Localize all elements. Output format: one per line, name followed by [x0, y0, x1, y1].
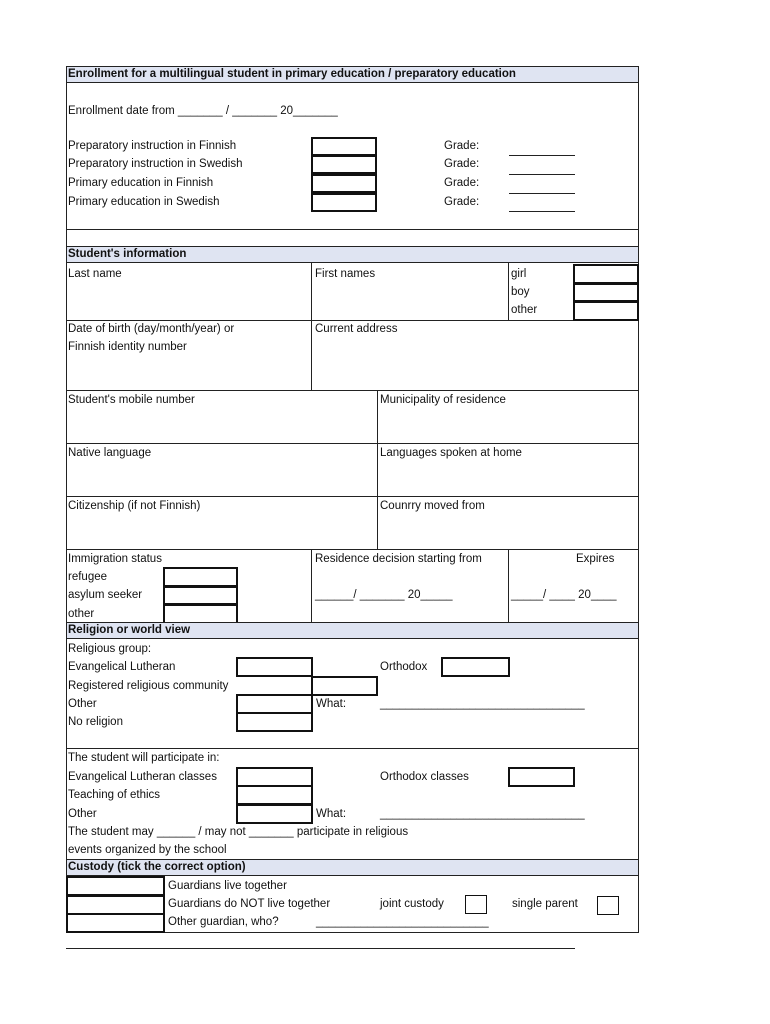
gender-girl-label: girl	[511, 268, 527, 280]
residence-decision-label: Residence decision starting from	[315, 553, 482, 565]
divider	[508, 263, 509, 320]
checkbox-participate-other[interactable]	[236, 804, 313, 824]
option-primary-swedish: Primary education in Swedish	[68, 196, 220, 208]
what-label: What:	[316, 698, 347, 710]
divider	[66, 390, 639, 391]
evangelical-classes-label: Evangelical Lutheran classes	[68, 771, 217, 783]
checkbox-guardians-together[interactable]	[66, 876, 165, 896]
divider	[311, 263, 312, 390]
ethics-label: Teaching of ethics	[68, 789, 161, 801]
grade-field[interactable]	[509, 193, 575, 194]
checkbox-other-guardian[interactable]	[66, 913, 165, 933]
evangelical-label: Evangelical Lutheran	[68, 661, 176, 673]
moved-from-label: Counrry moved from	[380, 500, 485, 512]
languages-home-label: Languages spoken at home	[380, 447, 522, 459]
expires-label: Expires	[576, 553, 615, 565]
divider	[508, 549, 509, 623]
last-name-label: Last name	[68, 268, 122, 280]
custody-title: Custody (tick the correct option)	[68, 861, 246, 873]
gender-other-label: other	[511, 304, 538, 316]
guardians-together-label: Guardians live together	[168, 880, 287, 892]
checkbox-single-parent[interactable]	[597, 896, 619, 915]
border-right	[638, 859, 639, 933]
checkbox-ethics[interactable]	[236, 785, 313, 805]
checkbox-orthodox[interactable]	[441, 657, 510, 677]
orthodox-classes-label: Orthodox classes	[380, 771, 469, 783]
divider	[377, 390, 378, 549]
municipality-label: Municipality of residence	[380, 394, 506, 406]
checkbox-other-gender[interactable]	[573, 301, 639, 321]
religious-group-label: Religious group:	[68, 643, 152, 655]
divider	[66, 496, 639, 497]
religion-other-label: Other	[68, 698, 97, 710]
border-left	[66, 246, 67, 624]
orthodox-label: Orthodox	[380, 661, 428, 673]
checkbox-primary-finnish[interactable]	[311, 174, 377, 193]
grade-label: Grade:	[444, 140, 480, 152]
other-guardian-field[interactable]: ___________________________	[316, 916, 489, 928]
checkbox-primary-swedish[interactable]	[311, 193, 377, 212]
participate-other-label: Other	[68, 808, 97, 820]
single-parent-label: single parent	[512, 898, 578, 910]
checkbox-refugee[interactable]	[163, 567, 238, 587]
divider	[66, 229, 639, 230]
immigration-status-label: Immigration status	[68, 553, 162, 565]
checkbox-girl[interactable]	[573, 264, 639, 284]
residence-date-field[interactable]: ______/ _______ 20_____	[315, 589, 453, 601]
dob-label-2: Finnish identity number	[68, 341, 187, 353]
what-field-2[interactable]: ________________________________	[380, 808, 585, 820]
gender-boy-label: boy	[511, 286, 530, 298]
events-line: events organized by the school	[68, 844, 227, 856]
guardians-not-together-label: Guardians do NOT live together	[168, 898, 331, 910]
student-title: Student's information	[68, 248, 187, 260]
checkbox-evangelical[interactable]	[236, 657, 313, 677]
native-language-label: Native language	[68, 447, 152, 459]
checkbox-orthodox-classes[interactable]	[508, 767, 575, 787]
dob-label: Date of birth (day/month/year) or	[68, 323, 235, 335]
checkbox-registered-community[interactable]	[311, 676, 378, 696]
border-left	[66, 622, 67, 859]
asylum-seeker-label: asylum seeker	[68, 589, 143, 601]
signature-line[interactable]	[66, 948, 575, 949]
checkbox-asylum-seeker[interactable]	[163, 586, 238, 605]
option-prep-swedish: Preparatory instruction in Swedish	[68, 158, 243, 170]
checkbox-evangelical-classes[interactable]	[236, 767, 313, 787]
joint-custody-label: joint custody	[380, 898, 444, 910]
divider	[66, 320, 639, 321]
what-label-2: What:	[316, 808, 347, 820]
checkbox-no-religion[interactable]	[236, 712, 313, 732]
enrollment-title: Enrollment for a multilingual student in primary education / preparatory education	[68, 68, 516, 80]
option-primary-finnish: Primary education in Finnish	[68, 177, 214, 189]
refugee-label: refugee	[68, 571, 108, 583]
checkbox-boy[interactable]	[573, 283, 639, 302]
grade-label: Grade:	[444, 177, 480, 189]
registered-community-label: Registered religious community	[68, 680, 229, 692]
grade-field[interactable]	[509, 174, 575, 175]
grade-field[interactable]	[509, 211, 575, 212]
may-participate-line[interactable]: The student may ______ / may not _______ participate in religious	[68, 826, 409, 838]
grade-label: Grade:	[444, 196, 480, 208]
participate-label: The student will participate in:	[68, 752, 220, 764]
divider	[66, 443, 639, 444]
border-left	[66, 66, 67, 246]
other-guardian-label: Other guardian, who?	[168, 916, 279, 928]
current-address-label: Current address	[315, 323, 398, 335]
checkbox-immigration-other[interactable]	[163, 604, 238, 624]
immigration-other-label: other	[68, 608, 95, 620]
checkbox-joint-custody[interactable]	[465, 895, 487, 914]
first-names-label: First names	[315, 268, 376, 280]
what-field[interactable]: ________________________________	[380, 698, 585, 710]
checkbox-prep-swedish[interactable]	[311, 155, 377, 174]
checkbox-guardians-not-together[interactable]	[66, 895, 165, 915]
checkbox-religion-other[interactable]	[236, 694, 313, 714]
mobile-label: Student's mobile number	[68, 394, 195, 406]
religion-title: Religion or world view	[68, 624, 191, 636]
citizenship-label: Citizenship (if not Finnish)	[68, 500, 201, 512]
grade-label: Grade:	[444, 158, 480, 170]
divider	[311, 549, 312, 623]
checkbox-prep-finnish[interactable]	[311, 137, 377, 156]
grade-field[interactable]	[509, 155, 575, 156]
option-prep-finnish: Preparatory instruction in Finnish	[68, 140, 237, 152]
divider	[66, 748, 639, 749]
border-right	[638, 66, 639, 246]
expires-date-field[interactable]: _____/ ____ 20____	[511, 589, 617, 601]
border-right	[638, 622, 639, 859]
divider	[66, 549, 639, 550]
no-religion-label: No religion	[68, 716, 123, 728]
enrollment-date-line[interactable]: Enrollment date from _______ / _______ 20_______	[68, 105, 338, 117]
